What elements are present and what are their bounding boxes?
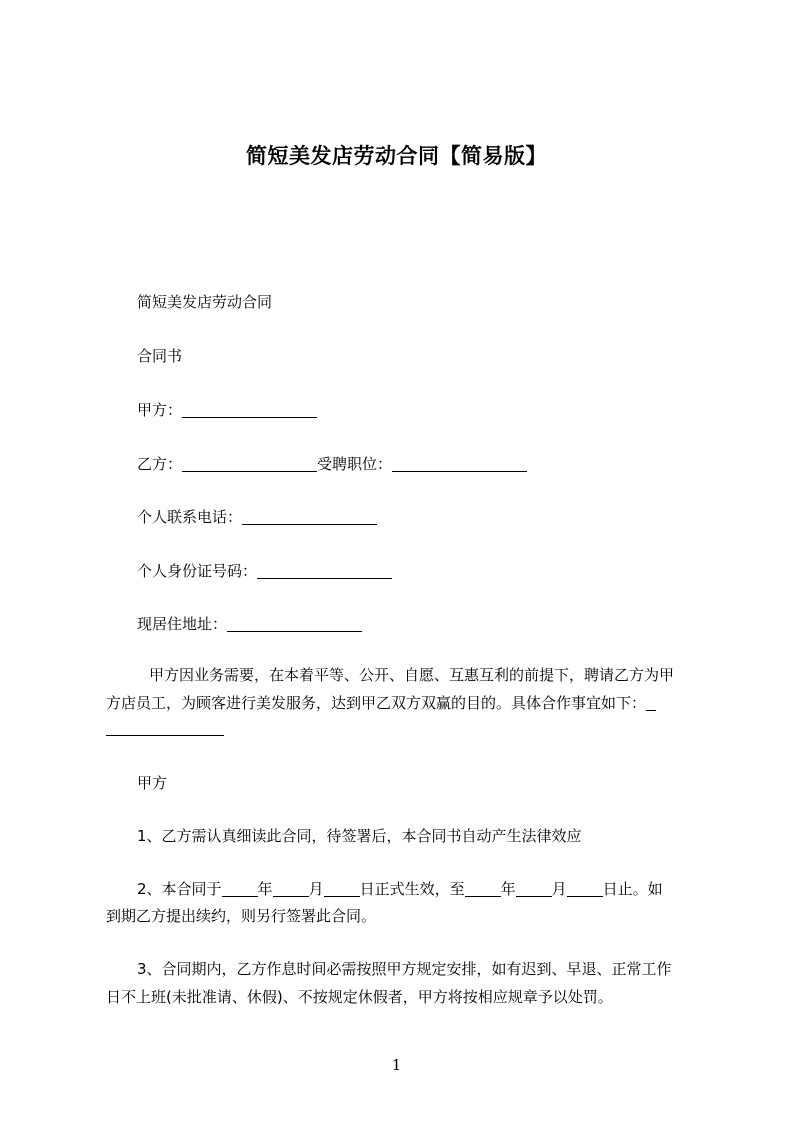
end-year-blank (465, 882, 501, 897)
position-blank (392, 457, 527, 472)
position-label: 受聘职位： (317, 455, 393, 473)
phone-blank (242, 510, 377, 525)
clause-3-line-2: 日不上班(未批准请、休假)、不按规定休假者，甲方将按相应规章予以处罚。 (106, 988, 613, 1006)
intro-line-1: 甲方因业务需要，在本着平等、公开、自愿、互惠互利的前提下，聘请乙方为甲 (149, 666, 675, 684)
id-row (137, 560, 392, 581)
clause-2-line-1 (137, 878, 663, 899)
start-month-blank (273, 882, 309, 897)
start-year-blank (222, 882, 258, 897)
address-row (137, 613, 362, 634)
party-b-blank (182, 457, 317, 472)
intro-line-3 (106, 719, 224, 737)
clause-2-line-2: 到期乙方提出续约，则另行签署此合同。 (106, 907, 377, 925)
clause-2-intro: 2、本合同于 (137, 880, 222, 898)
party-a-blank (182, 403, 317, 418)
address-blank (227, 617, 362, 632)
end-day-blank (567, 882, 603, 897)
intro-line-2 (106, 692, 656, 713)
document-title: 简短美发店劳动合同【简易版】 (246, 144, 547, 168)
intro-line-2-text: 方店员工，为顾客进行美发服务，达到甲乙双方双赢的目的。具体合作事宜如下： (106, 694, 647, 712)
clause-2-year-word: 年 (257, 880, 273, 898)
start-day-blank (324, 882, 360, 897)
party-a-label: 甲方： (137, 401, 183, 419)
contract-subtitle: 简短美发店劳动合同 (137, 293, 273, 311)
clause-2-month-word: 月 (308, 880, 324, 898)
clause-2-start-suffix: 日正式生效，至 (359, 880, 465, 898)
clause-2-end-year-word: 年 (500, 880, 516, 898)
intro-blank-a (646, 696, 656, 711)
page-number: 1 (391, 1056, 402, 1074)
id-blank (257, 564, 392, 579)
id-label: 个人身份证号码： (137, 562, 258, 580)
end-month-blank (516, 882, 552, 897)
party-a-row (137, 399, 317, 420)
phone-label: 个人联系电话： (137, 508, 243, 526)
phone-row (137, 506, 377, 527)
clause-1: 1、乙方需认真细读此合同，待签署后，本合同书自动产生法律效应 (137, 827, 582, 845)
address-label: 现居住地址： (137, 615, 228, 633)
intro-blank-b (106, 721, 224, 736)
contract-heading: 合同书 (137, 347, 183, 365)
party-b-row (137, 453, 527, 474)
clause-2-end-suffix: 日止。如 (602, 880, 663, 898)
clause-3-line-1: 3、合同期内，乙方作息时间必需按照甲方规定安排，如有迟到、早退、正常工作 (137, 960, 672, 978)
party-b-label: 乙方： (137, 455, 183, 473)
clause-2-end-month-word: 月 (551, 880, 567, 898)
section-party-a: 甲方 (137, 774, 168, 792)
